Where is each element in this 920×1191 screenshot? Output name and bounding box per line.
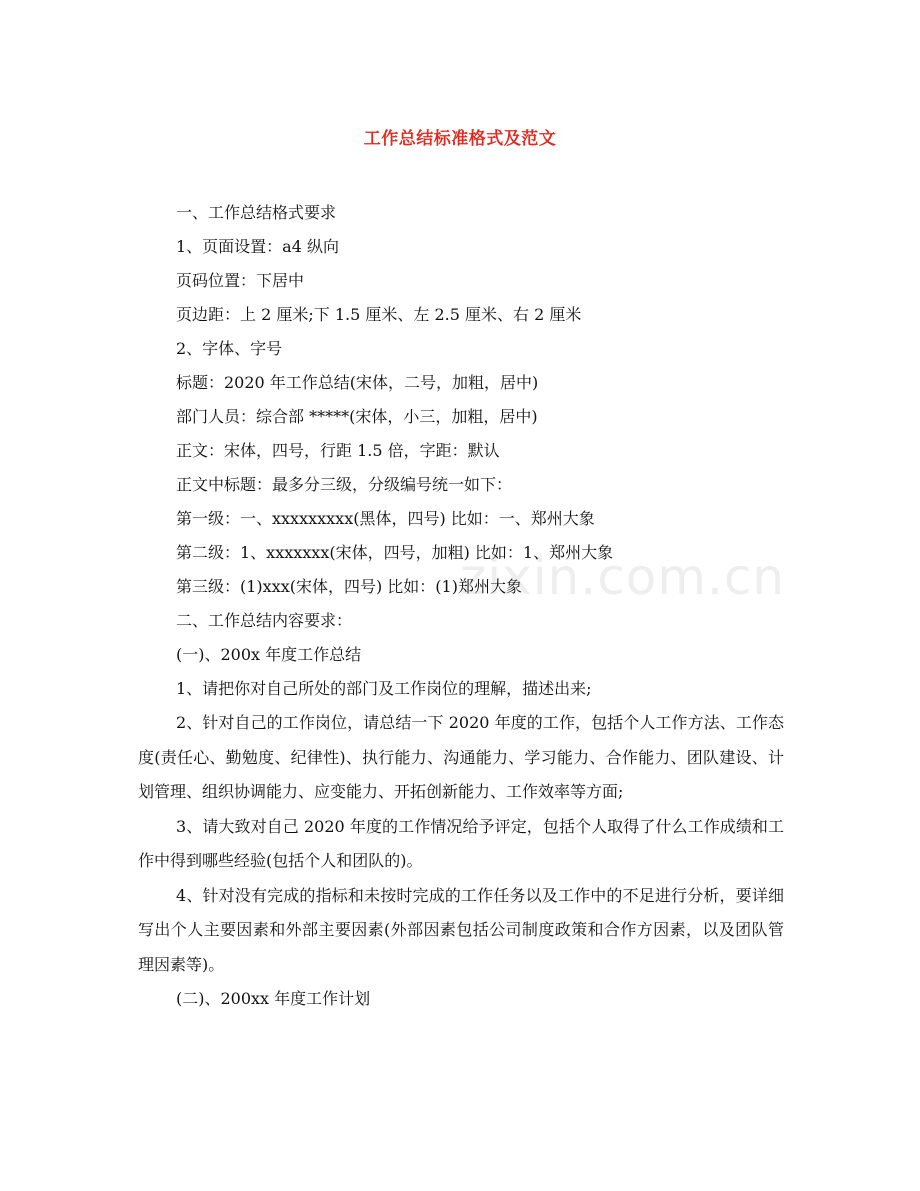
body-line: (一)、200x 年度工作总结 <box>176 645 362 664</box>
body-line: 1、页面设置：a4 纵向 <box>176 237 339 256</box>
body-line: 第三级：(1)xxx(宋体，四号) 比如：(1)郑州大象 <box>176 577 522 596</box>
watermark-text: zixin.com.cn <box>460 548 786 606</box>
body-line: 第二级：1、xxxxxxx(宋体，四号，加粗) 比如：1、郑州大象 <box>176 543 614 562</box>
body-line: 正文中标题：最多分三级，分级编号统一如下： <box>176 475 513 494</box>
body-line: 部门人员：综合部 *****(宋体，小三，加粗，居中) <box>176 407 538 426</box>
body-line: 1、请把你对自己所处的部门及工作岗位的理解，描述出来; <box>176 679 592 698</box>
body-line: 二、工作总结内容要求： <box>176 611 353 630</box>
body-paragraph: 3、请大致对自己 2020 年度的工作情况给予评定，包括个人取得了什么工作成绩和工作中得到哪些经验(包括个人和团队的)。 <box>138 816 784 870</box>
body-line: 一、工作总结格式要求 <box>176 203 337 222</box>
body-line: 页码位置：下居中 <box>176 271 305 290</box>
body-line: 第一级：一、xxxxxxxxx(黑体，四号) 比如：一、郑州大象 <box>176 509 595 528</box>
body-paragraph: 4、针对没有完成的指标和未按时完成的工作任务以及工作中的不足进行分析，要详细写出个人主要因素和外部主要因素(外部因素包括公司制度政策和合作方因素，以及团队管理因素等)。 <box>138 885 784 974</box>
body-line: 正文：宋体，四号，行距 1.5 倍，字距：默认 <box>176 441 500 460</box>
body-line: 标题：2020 年工作总结(宋体，二号，加粗，居中) <box>176 373 539 392</box>
body-paragraph: 2、针对自己的工作岗位，请总结一下 2020 年度的工作，包括个人工作方法、工作态度(责任心、勤勉度、纪律性)、执行能力、沟通能力、学习能力、合作能力、团队建设、计划管理、组织协调能力、应变能力、开拓创新能力、工作效率等方面; <box>138 713 784 801</box>
document-title: 工作总结标准格式及范文 <box>363 129 557 149</box>
body-line: 2、字体、字号 <box>176 339 283 358</box>
document-body <box>138 196 784 1016</box>
section-heading: (二)、200xx 年度工作计划 <box>176 989 371 1008</box>
body-line: 页边距：上 2 厘米;下 1.5 厘米、左 2.5 厘米、右 2 厘米 <box>176 305 582 324</box>
